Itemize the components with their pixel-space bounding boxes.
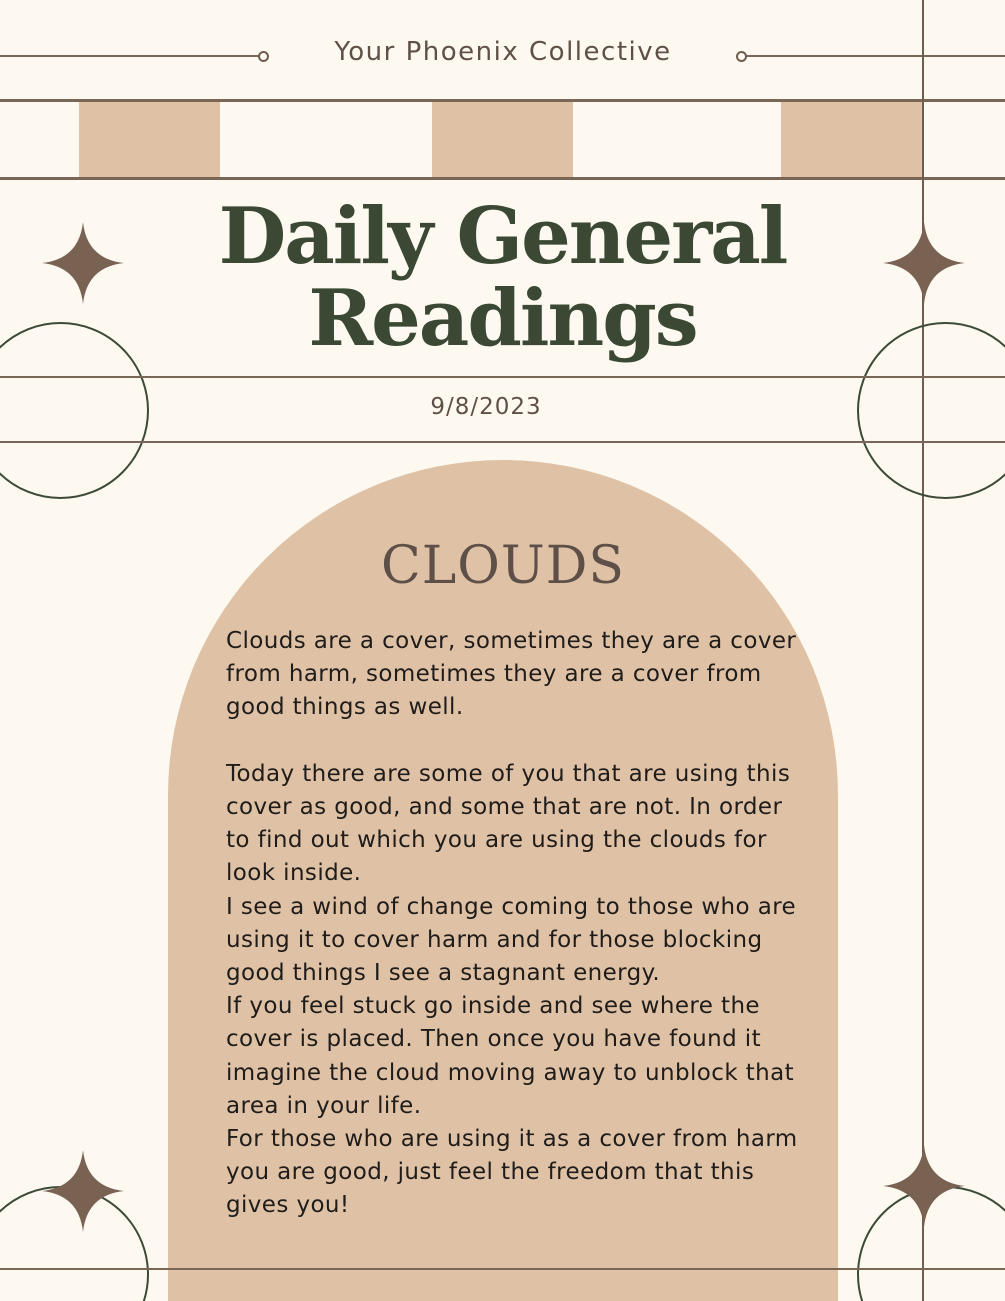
reading-paragraph: For those who are using it as a cover from harm you are good, just feel the freedom that this gives you! [226, 1126, 798, 1219]
band-block-2 [432, 102, 573, 177]
reading-paragraph: If you feel stuck go inside and see where the cover is placed. Then once you have found it imagine the cloud moving away to unblock that area in your life. [226, 993, 795, 1119]
header-rule-right [744, 55, 1005, 57]
band-bottom-rule [0, 177, 1005, 180]
reading-body [226, 625, 806, 1223]
sparkle-star-icon [42, 222, 124, 304]
date-rule-top [0, 376, 1005, 378]
right-vertical-rule [922, 0, 924, 1301]
reading-heading: CLOUDS [380, 536, 626, 596]
sparkle-star-icon [883, 1145, 965, 1227]
ring-right-upper [857, 322, 1005, 499]
page-title [150, 191, 855, 364]
sparkle-star-icon [883, 222, 965, 304]
sparkle-star-icon [42, 1150, 124, 1232]
title-line-1: Daily General [218, 191, 787, 282]
band-block-1 [79, 102, 220, 177]
footer-rule [0, 1268, 1005, 1270]
header-rule-right-end [736, 51, 747, 62]
reading-paragraph: Today there are some of you that are using this cover as good, and some that are not. In order to find out which you are using the clouds for look inside. [226, 760, 791, 887]
reading-paragraph: Clouds are a cover, sometimes they are a cover from harm, sometimes they are a cover from good things as well. [226, 628, 797, 721]
reading-date: 9/8/2023 [430, 394, 542, 420]
date-rule-bottom [0, 441, 1005, 443]
paragraph-spacer [226, 725, 806, 758]
band-block-3 [781, 102, 922, 177]
ring-left-upper [0, 322, 149, 499]
title-line-2: Readings [308, 273, 697, 364]
brand-name: Your Phoenix Collective [334, 37, 672, 67]
reading-paragraph: I see a wind of change coming to those who are using it to cover harm and for those blocking good things I see a stagnant energy. [226, 893, 797, 987]
header-rule-left-end [258, 51, 269, 62]
header-rule-left [0, 55, 262, 57]
